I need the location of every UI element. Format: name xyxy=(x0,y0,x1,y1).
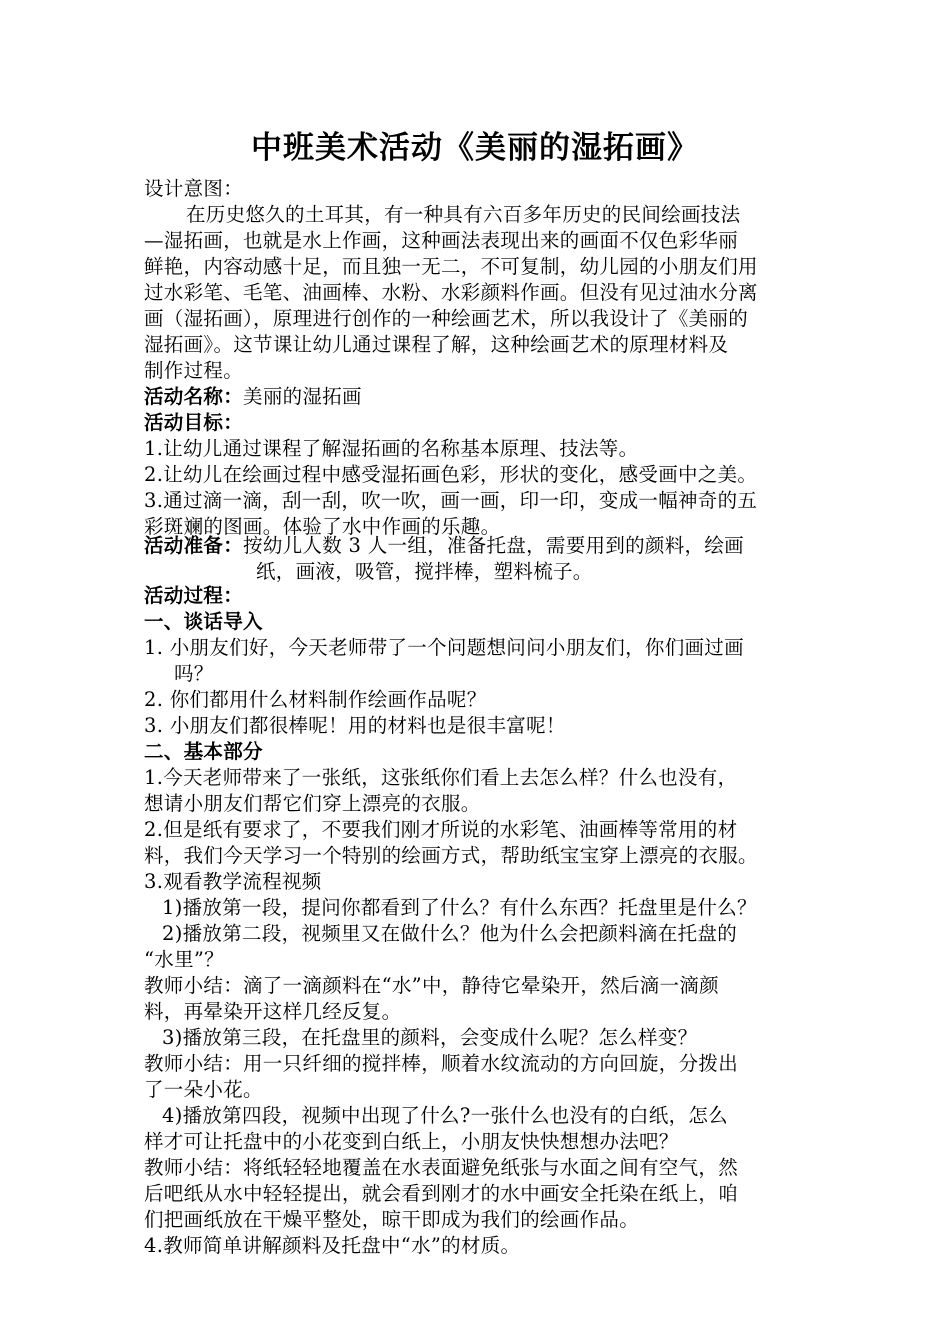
section2-line: 料，再晕染开这样几经反复。 xyxy=(144,1000,402,1023)
design-intent-label: 设计意图： xyxy=(144,177,244,200)
section2-line: 4.教师简单讲解颜料及托盘中“水”的材质。 xyxy=(144,1234,521,1257)
section2-line: 料，我们今天学习一个特别的绘画方式，帮助纸宝宝穿上漂亮的衣服。 xyxy=(144,844,758,867)
section2-line: 2)播放第二段，视频里又在做什么？他为什么会把颜料滴在托盘的 xyxy=(162,922,738,945)
design-intent-line: 画（湿拓画），原理进行创作的一种绘画艺术，所以我设计了《美丽的 xyxy=(144,307,749,330)
section2-line: 3.观看教学流程视频 xyxy=(144,870,322,893)
activity-name-label: 活动名称： xyxy=(144,385,244,408)
goal-item: 3.通过滴一滴，刮一刮，吹一吹，画一画，印一印，变成一幅神奇的五 xyxy=(144,489,758,512)
section-heading: 一、谈话导入 xyxy=(144,610,263,633)
section2-line: 教师小结：滴了一滴颜料在“水”中，静待它晕染开，然后滴一滴颜 xyxy=(144,974,719,997)
section2-line: 3)播放第三段，在托盘里的颜料，会变成什么呢？怎么样变？ xyxy=(162,1026,698,1049)
section2-line: 教师小结：用一只纤细的搅拌棒，顺着水纹流动的方向回旋，分拨出 xyxy=(144,1052,739,1075)
section1-line: 3. 小朋友们都很棒呢！用的材料也是很丰富呢！ xyxy=(144,714,566,737)
activity-name-value: 美丽的湿拓画 xyxy=(243,385,362,408)
goal-item: 彩斑斓的图画。体验了水中作画的乐趣。 xyxy=(144,515,501,538)
document-title: 中班美术活动《美丽的湿拓画》 xyxy=(251,130,699,166)
design-intent-line: 制作过程。 xyxy=(144,359,244,382)
activity-process-label: 活动过程： xyxy=(144,584,244,607)
section2-line: 2.但是纸有要求了，不要我们刚才所说的水彩笔、油画棒等常用的材 xyxy=(144,818,738,841)
activity-prep-line: 按幼儿人数 3 人一组，准备托盘，需要用到的颜料，绘画 xyxy=(243,534,744,557)
activity-goals-label: 活动目标： xyxy=(144,411,244,434)
activity-prep-line: 纸，画液，吸管，搅拌棒，塑料梳子。 xyxy=(256,560,593,583)
section-heading: 二、基本部分 xyxy=(144,740,263,763)
section1-line: 1. 小朋友们好，今天老师带了一个问题想问问小朋友们，你们画过画 xyxy=(144,636,744,659)
activity-name-row xyxy=(144,384,834,410)
activity-prep-label: 活动准备： xyxy=(144,534,244,557)
section2-line: 1.今天老师带来了一张纸，这张纸你们看上去怎么样？什么也没有， xyxy=(144,766,738,789)
section2-line: 4)播放第四段，视频中出现了什么?一张什么也没有的白纸，怎么 xyxy=(162,1104,728,1127)
section2-line: 想请小朋友们帮它们穿上漂亮的衣服。 xyxy=(144,792,481,815)
section2-line: 后吧纸从水中轻轻提出，就会看到刚才的水中画安全托染在纸上，咱 xyxy=(144,1182,739,1205)
section2-line: 样才可让托盘中的小花变到白纸上，小朋友快快想想办法吧？ xyxy=(144,1130,679,1153)
section1-line: 2. 你们都用什么材料制作绘画作品呢？ xyxy=(144,688,487,711)
goal-item: 2.让幼儿在绘画过程中感受湿拓画色彩，形状的变化，感受画中之美。 xyxy=(144,463,758,486)
goal-item: 1.让幼儿通过课程了解湿拓画的名称基本原理、技法等。 xyxy=(144,437,639,460)
section2-line: “水里”？ xyxy=(144,948,224,971)
section2-line: 们把画纸放在干燥平整处，晾干即成为我们的绘画作品。 xyxy=(144,1208,640,1231)
section1-line: 吗？ xyxy=(174,662,214,685)
design-intent-line: 湿拓画》。这节课让幼儿通过课程了解，这种绘画艺术的原理材料及 xyxy=(144,333,729,356)
design-intent-line: 鲜艳，内容动感十足，而且独一无二，不可复制，幼儿园的小朋友们用 xyxy=(144,255,758,278)
design-intent-line: 过水彩笔、毛笔、油画棒、水粉、水彩颜料作画。但没有见过油水分离 xyxy=(144,281,758,304)
section2-line: 教师小结：将纸轻轻地覆盖在水表面避免纸张与水面之间有空气，然 xyxy=(144,1156,739,1179)
design-intent-line: —湿拓画，也就是水上作画，这种画法表现出来的画面不仅色彩华丽 xyxy=(144,229,739,252)
section2-line: 1)播放第一段，提问你都看到了什么？有什么东西？托盘里是什么？ xyxy=(162,896,757,919)
design-intent-line: 在历史悠久的土耳其，有一种具有六百多年历史的民间绘画技法 xyxy=(186,203,741,226)
section2-line: 了一朵小花。 xyxy=(144,1078,263,1101)
activity-prep-row xyxy=(144,533,834,559)
